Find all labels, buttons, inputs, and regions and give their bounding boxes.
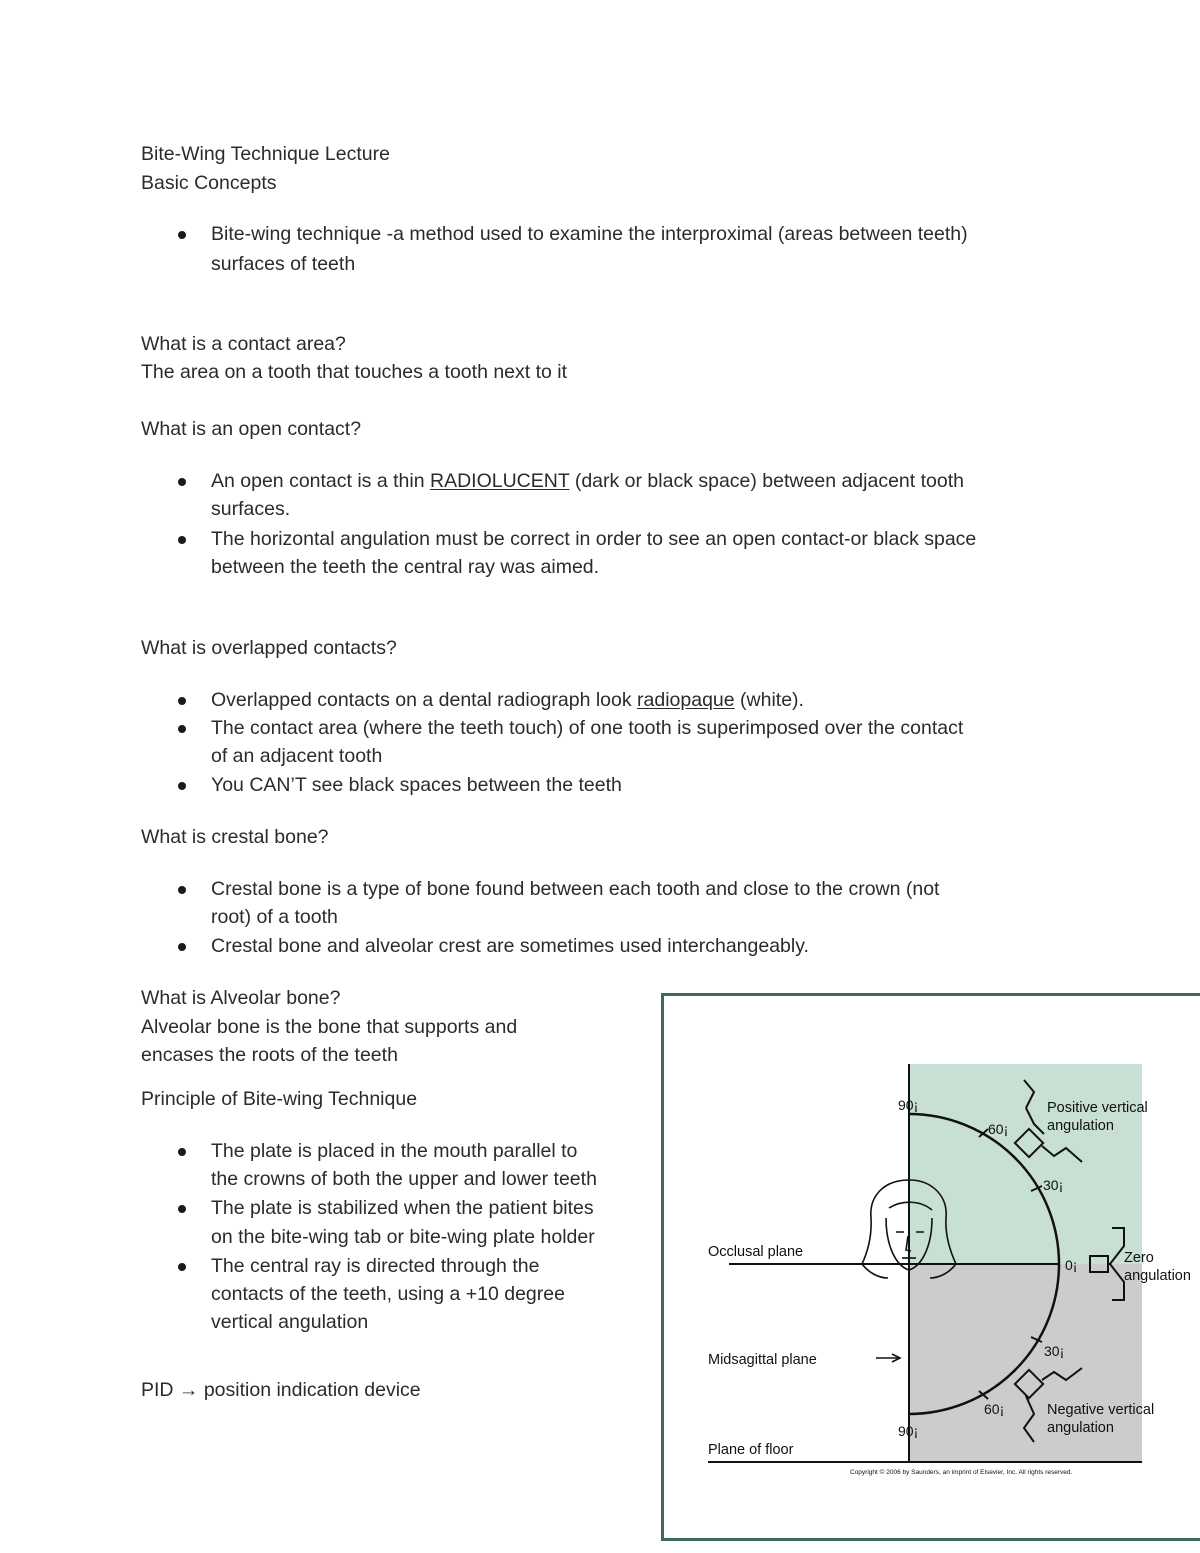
principle-heading: Principle of Bite-wing Technique [141,1088,418,1110]
document-title: Bite-Wing Technique Lecture [141,143,390,165]
plane-of-floor-label: Plane of floor [708,1442,794,1458]
principle-bullet2-line2: on the bite-wing tab or bite-wing plate holder [211,1226,595,1248]
contact-area-question: What is a contact area? [141,333,346,355]
principle-bullet3-line2: contacts of the teeth, using a +10 degree [211,1283,565,1305]
bitewing-definition-line1: Bite-wing technique -a method used to examine the interproximal (areas between teeth) [211,223,968,245]
bullet-dot [178,1205,186,1213]
open-contact-bullet2-line2: between the teeth the central ray was aimed. [211,556,600,578]
radiolucent-term: RADIOLUCENT [429,470,570,492]
bullet-dot [178,943,186,951]
positive-label-line1: Positive vertical [1047,1100,1148,1116]
bitewing-definition-line2: surfaces of teeth [211,253,356,275]
principle-bullet1-line2: the crowns of both the upper and lower teeth [211,1168,597,1190]
crestal-bullet1-line1: Crestal bone is a type of bone found between each tooth and close to the crown (not [211,878,940,900]
alveolar-answer-line2: encases the roots of the teeth [141,1044,398,1066]
section-subtitle: Basic Concepts [141,172,277,194]
overlapped-question: What is overlapped contacts? [141,637,397,659]
bullet-dot [178,478,186,486]
midsagittal-plane-label: Midsagittal plane [708,1352,817,1368]
bullet-dot [178,231,186,239]
principle-bullet3-line3: vertical angulation [211,1311,369,1333]
negative-label-line1: Negative vertical [1047,1402,1155,1418]
alveolar-answer-line1: Alveolar bone is the bone that supports and [141,1016,518,1038]
angle-label-60-upper: 60¡ [988,1121,1009,1137]
overlapped-bullet3: You CAN’T see black spaces between the teeth [211,774,622,796]
angle-label-60-lower: 60¡ [984,1401,1005,1417]
bullet-dot [178,725,186,733]
alveolar-question: What is Alveolar bone? [141,987,341,1009]
overlapped-bullet2-line1: The contact area (where the teeth touch) of one tooth is superimposed over the contact [211,717,964,739]
angle-label-90-top: 90¡ [898,1097,919,1113]
bullet-dot [178,886,186,894]
figure-copyright: Copyright © 2006 by Saunders, an imprint of Elsevier, Inc. All rights reserved. [850,1469,1073,1476]
angle-label-30-upper: 30¡ [1043,1177,1064,1193]
bullet-dot [178,1263,186,1271]
crestal-question: What is crestal bone? [141,826,329,848]
open-contact-question: What is an open contact? [141,418,362,440]
principle-bullet3-line1: The central ray is directed through the [211,1255,540,1277]
positive-region [909,1064,1142,1264]
overlapped-bullet2-line2: of an adjacent tooth [211,745,383,767]
open-contact-bullet1-line2: surfaces. [211,498,291,520]
radiopaque-term: radiopaque [637,689,735,711]
angle-label-90-bottom: 90¡ [898,1423,919,1439]
positive-label-line2: angulation [1047,1118,1114,1134]
zero-label-line1: Zero [1124,1250,1154,1266]
crestal-bullet2: Crestal bone and alveolar crest are sometimes used interchangeably. [211,935,809,957]
angle-label-30-lower: 30¡ [1044,1343,1065,1359]
occlusal-plane-label: Occlusal plane [708,1244,804,1260]
angulation-diagram [664,996,1200,1541]
principle-bullet1-line1: The plate is placed in the mouth parallel to [211,1140,578,1162]
open-contact-bullet2-line1: The horizontal angulation must be correct in order to see an open contact-or black space [211,528,977,550]
bullet-dot [178,1148,186,1156]
overlapped-bullet1: Overlapped contacts on a dental radiograph look radiopaque (white). [211,689,804,711]
crestal-bullet1-line2: root) of a tooth [211,906,338,928]
bullet-dot [178,697,186,705]
bullet-dot [178,536,186,544]
principle-bullet2-line1: The plate is stabilized when the patient bites [211,1197,594,1219]
angle-label-0: 0¡ [1065,1257,1078,1273]
pid-definition: PID → position indication device [141,1379,421,1401]
bullet-dot [178,782,186,790]
contact-area-answer: The area on a tooth that touches a tooth next to it [141,361,568,383]
zero-label-line2: angulation [1124,1268,1191,1284]
open-contact-bullet1-line1: An open contact is a thin RADIOLUCENT (dark or black space) between adjacent tooth [211,470,964,492]
angulation-figure [661,993,1200,1541]
negative-label-line2: angulation [1047,1420,1114,1436]
